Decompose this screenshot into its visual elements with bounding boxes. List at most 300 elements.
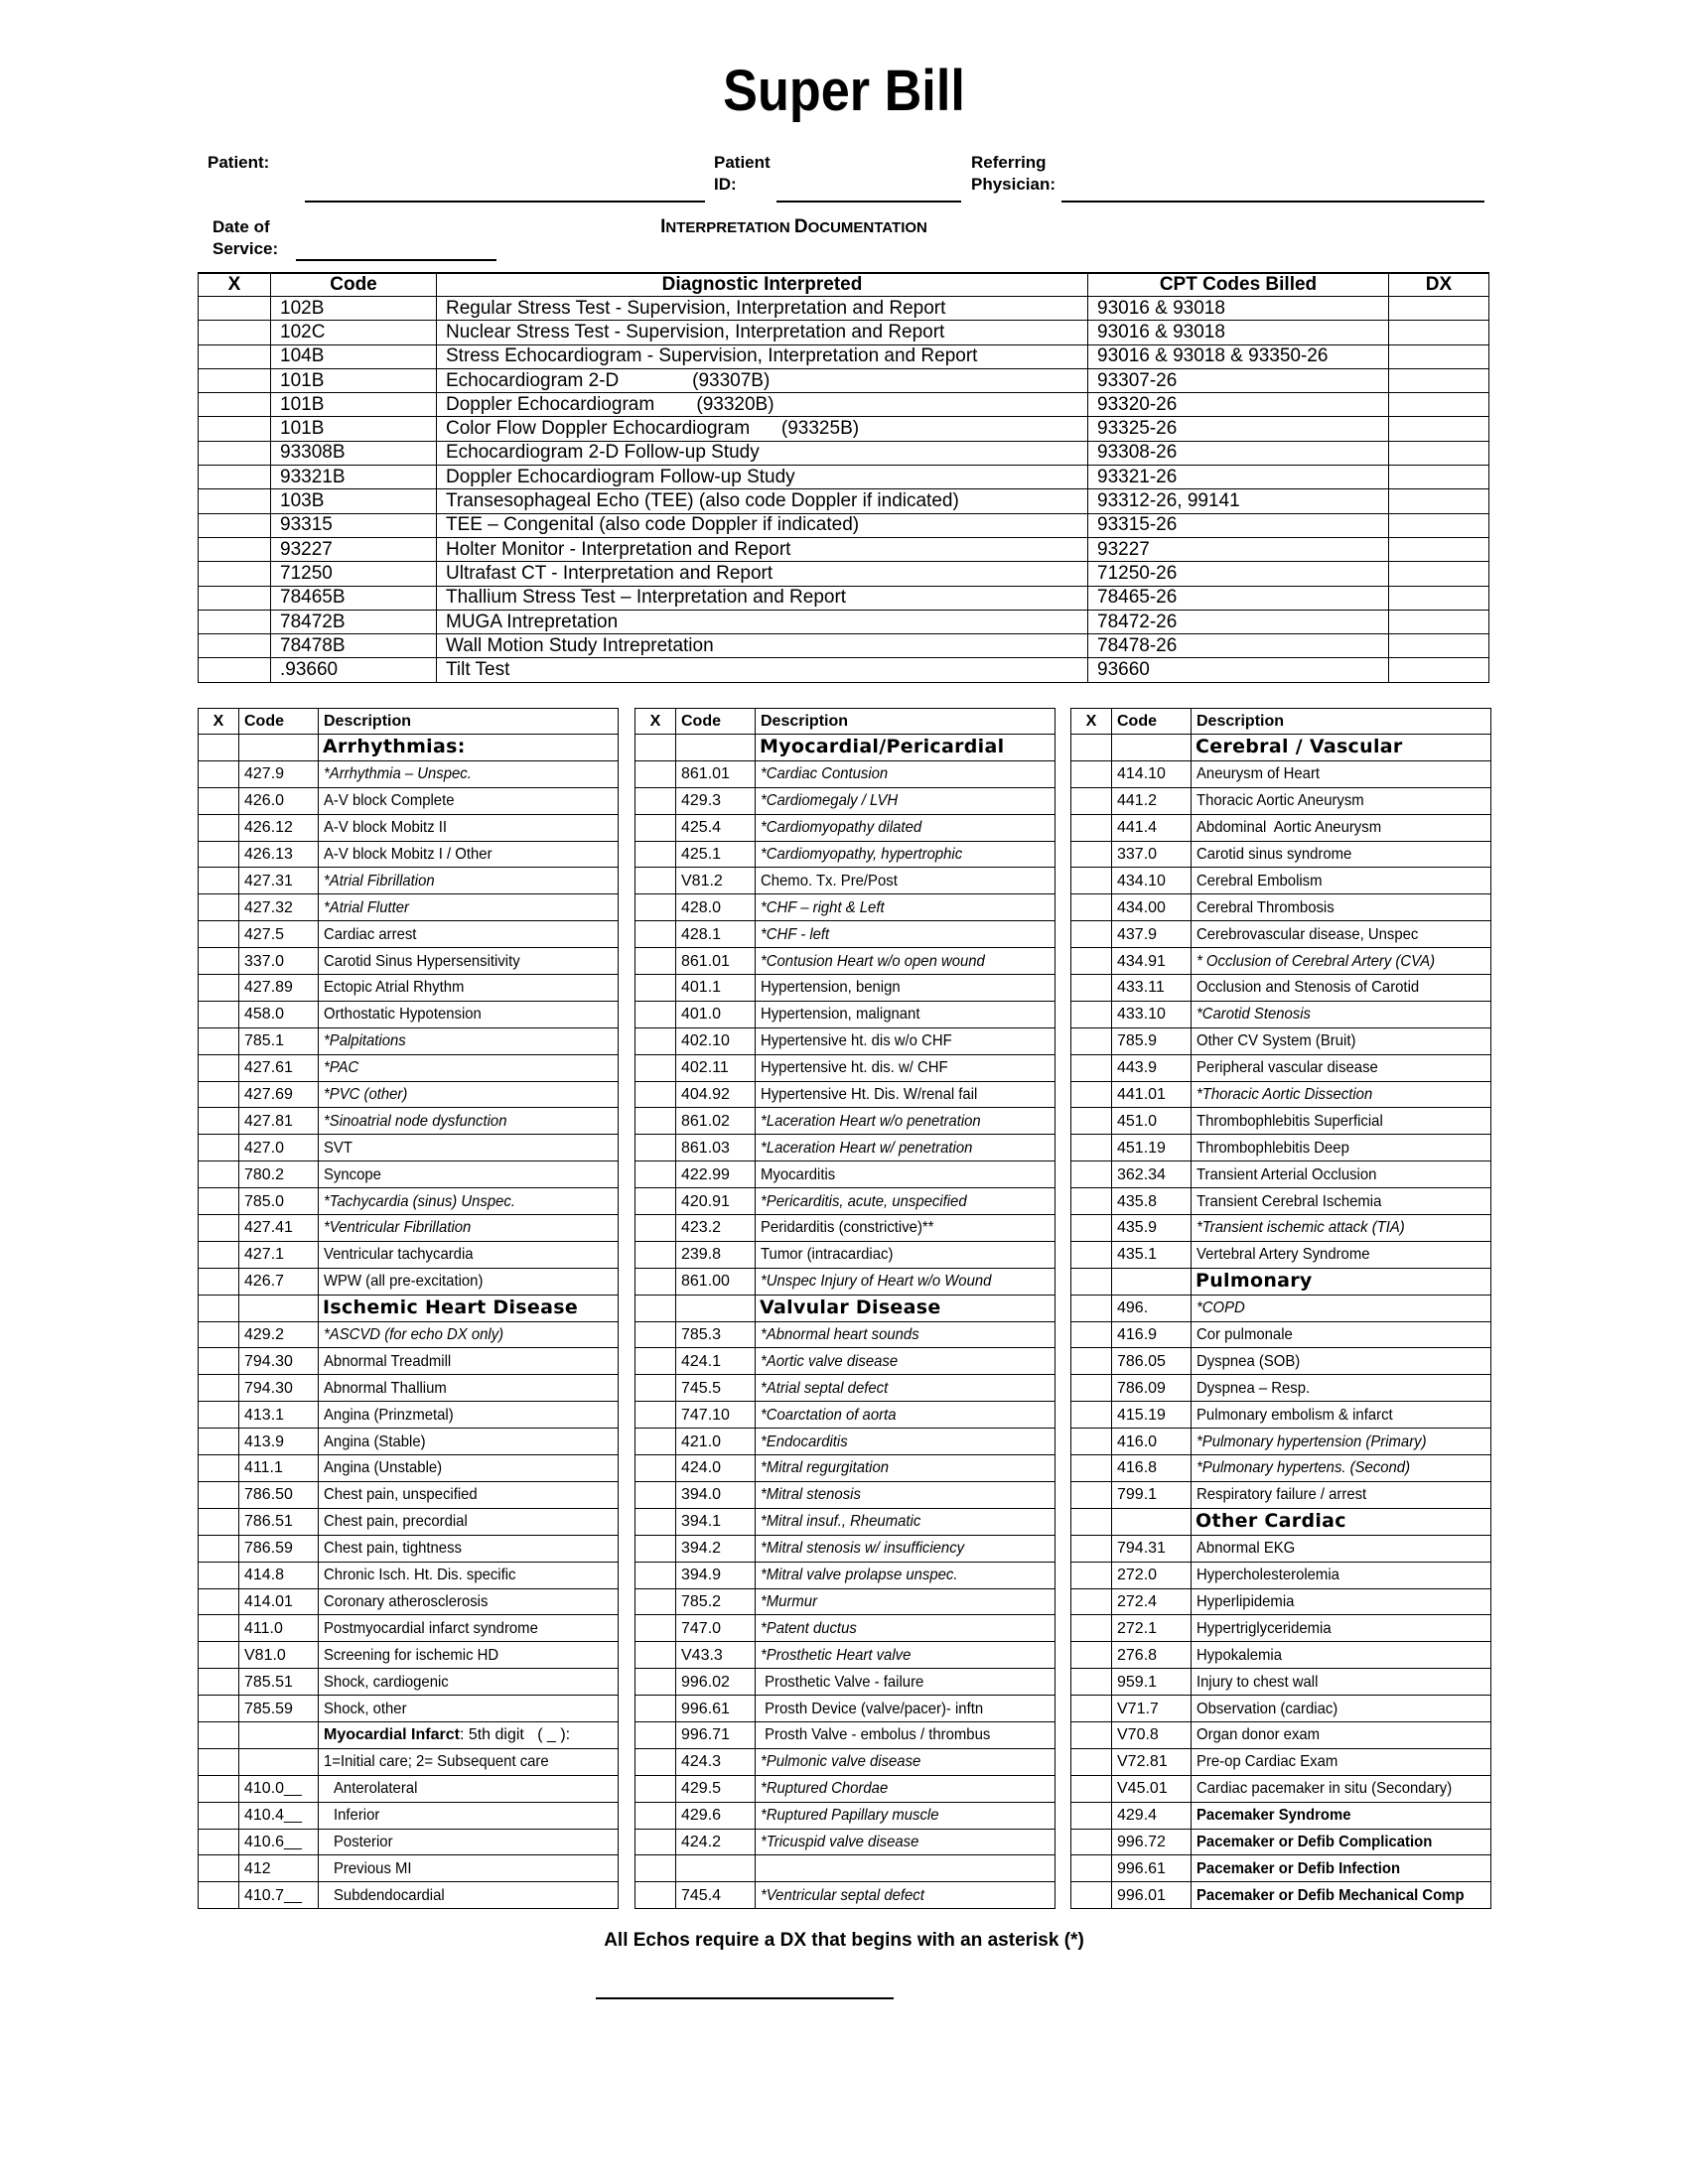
- code-cell: 414.10: [1112, 760, 1192, 787]
- select-cell[interactable]: [635, 1402, 676, 1429]
- select-cell[interactable]: [635, 1215, 676, 1242]
- select-cell[interactable]: [1071, 1027, 1112, 1054]
- select-cell[interactable]: [635, 1241, 676, 1268]
- select-cell[interactable]: [199, 1642, 239, 1669]
- dx-cell[interactable]: [1389, 321, 1489, 344]
- description-cell: [1192, 1348, 1491, 1375]
- description-cell: [319, 1348, 619, 1375]
- description-text: *Pulmonary hypertens. (Second): [1196, 1459, 1411, 1477]
- select-cell[interactable]: [635, 1188, 676, 1215]
- select-cell[interactable]: [635, 1696, 676, 1722]
- select-cell[interactable]: [1071, 975, 1112, 1002]
- table-row: [199, 610, 1489, 633]
- description-cell: [1192, 1855, 1491, 1882]
- select-cell[interactable]: [635, 1081, 676, 1108]
- select-cell[interactable]: [1071, 948, 1112, 975]
- description-text: Tumor (intracardiac): [761, 1246, 894, 1264]
- select-cell[interactable]: [1071, 814, 1112, 841]
- code-cell: 411.1: [239, 1455, 319, 1482]
- description-cell: [1192, 1135, 1491, 1161]
- description-text: *Mitral valve prolapse unspec.: [761, 1567, 958, 1584]
- select-cell[interactable]: [199, 1027, 239, 1054]
- select-cell[interactable]: [199, 513, 271, 537]
- description-cell: [319, 921, 619, 948]
- table-row: [1071, 760, 1491, 787]
- select-cell[interactable]: [1071, 1295, 1112, 1321]
- description-text: *Laceration Heart w/o penetration: [761, 1112, 981, 1130]
- code-cell: 413.9: [239, 1429, 319, 1455]
- description-text: Pacemaker or Defib Complication: [1196, 1833, 1433, 1850]
- select-cell[interactable]: [199, 1375, 239, 1402]
- select-cell[interactable]: [199, 1775, 239, 1802]
- table-row: [199, 814, 619, 841]
- description-cell: [319, 1535, 619, 1562]
- select-cell[interactable]: [199, 1696, 239, 1722]
- select-cell[interactable]: [199, 634, 271, 658]
- description-cell: [319, 841, 619, 868]
- select-cell[interactable]: [199, 586, 271, 610]
- description-text: *PAC: [324, 1059, 359, 1077]
- description-cell: [319, 975, 619, 1002]
- select-cell[interactable]: [199, 1321, 239, 1348]
- select-cell[interactable]: [199, 1508, 239, 1535]
- select-cell[interactable]: [199, 489, 271, 513]
- select-cell[interactable]: [1071, 841, 1112, 868]
- select-cell[interactable]: [635, 1268, 676, 1295]
- select-cell[interactable]: [635, 1615, 676, 1642]
- select-cell[interactable]: [1071, 1669, 1112, 1696]
- description-cell: [756, 1188, 1055, 1215]
- code-cell: 996.61: [676, 1696, 756, 1722]
- cpt-cell: 93315-26: [1088, 513, 1389, 537]
- code-cell: 412: [239, 1855, 319, 1882]
- table-row: [199, 1375, 619, 1402]
- table-row: [1071, 787, 1491, 814]
- description-cell: [1192, 1455, 1491, 1482]
- select-cell[interactable]: [1071, 1081, 1112, 1108]
- description-cell: [756, 1241, 1055, 1268]
- select-cell[interactable]: [199, 368, 271, 392]
- select-cell[interactable]: [199, 1001, 239, 1027]
- date-of-service-field[interactable]: [296, 259, 496, 261]
- description-text: Angina (Stable): [324, 1433, 426, 1450]
- code-cell: 103B: [271, 489, 437, 513]
- table-row: [199, 1161, 619, 1188]
- select-cell[interactable]: [635, 1161, 676, 1188]
- select-cell[interactable]: [635, 760, 676, 787]
- select-cell[interactable]: [1071, 1429, 1112, 1455]
- table-row: [199, 513, 1489, 537]
- select-cell[interactable]: [199, 894, 239, 921]
- table-row: [635, 1054, 1055, 1081]
- patient-id-field[interactable]: [776, 201, 961, 203]
- description-cell: [1192, 1775, 1491, 1802]
- table-row: [199, 1642, 619, 1669]
- select-cell[interactable]: [1071, 1135, 1112, 1161]
- select-cell[interactable]: [635, 1429, 676, 1455]
- code-cell: 786.59: [239, 1535, 319, 1562]
- description-cell: [1192, 787, 1491, 814]
- select-cell[interactable]: [199, 760, 239, 787]
- select-cell[interactable]: [635, 1481, 676, 1508]
- description-cell: Doppler Echocardiogram Follow-up Study: [437, 466, 1088, 489]
- description-cell: [1192, 1108, 1491, 1135]
- select-cell[interactable]: [199, 1562, 239, 1588]
- section-row: [1071, 1268, 1491, 1295]
- select-cell[interactable]: [635, 1054, 676, 1081]
- select-cell[interactable]: [199, 975, 239, 1002]
- dx-cell[interactable]: [1389, 344, 1489, 368]
- select-cell[interactable]: [1071, 1696, 1112, 1722]
- description-text: Posterior: [334, 1833, 393, 1850]
- select-cell[interactable]: [1071, 760, 1112, 787]
- select-cell[interactable]: [635, 1001, 676, 1027]
- dx-cell[interactable]: [1389, 489, 1489, 513]
- select-cell[interactable]: [1071, 1455, 1112, 1482]
- code-column-header: Code: [1112, 709, 1192, 735]
- select-cell[interactable]: [199, 1669, 239, 1696]
- select-cell[interactable]: [199, 1455, 239, 1482]
- dx-cell[interactable]: [1389, 417, 1489, 441]
- select-cell[interactable]: [635, 894, 676, 921]
- table-row: [199, 1775, 619, 1802]
- description-cell: [1192, 1215, 1491, 1242]
- select-cell[interactable]: [1071, 787, 1112, 814]
- select-cell[interactable]: [199, 1268, 239, 1295]
- description-cell: [756, 1721, 1055, 1748]
- code-cell: 785.2: [676, 1588, 756, 1615]
- description-text: Vertebral Artery Syndrome: [1196, 1246, 1370, 1264]
- description-cell: MUGA Intrepretation: [437, 610, 1088, 633]
- select-cell[interactable]: [635, 1829, 676, 1855]
- description-text: Other CV System (Bruit): [1196, 1032, 1356, 1050]
- dx-cell[interactable]: [1389, 393, 1489, 417]
- select-cell[interactable]: [1071, 1321, 1112, 1348]
- select-cell[interactable]: [635, 1562, 676, 1588]
- code-cell: 427.5: [239, 921, 319, 948]
- table-row: [199, 1054, 619, 1081]
- table-row: [635, 948, 1055, 975]
- code-cell: 747.10: [676, 1402, 756, 1429]
- table-row: [1071, 1696, 1491, 1722]
- select-cell[interactable]: [635, 1748, 676, 1775]
- table-row: [199, 1855, 619, 1882]
- select-cell[interactable]: [1071, 1775, 1112, 1802]
- select-cell[interactable]: [635, 1535, 676, 1562]
- dx-cell[interactable]: [1389, 513, 1489, 537]
- description-text: Pacemaker Syndrome: [1196, 1807, 1351, 1825]
- code-cell: 427.9: [239, 760, 319, 787]
- code-cell: 423.2: [676, 1215, 756, 1242]
- table-row: [1071, 975, 1491, 1002]
- table-row: [199, 1721, 619, 1748]
- select-cell[interactable]: [199, 1588, 239, 1615]
- description-cell: [1192, 1642, 1491, 1669]
- code-cell: 276.8: [1112, 1642, 1192, 1669]
- description-text: *Contusion Heart w/o open wound: [761, 952, 985, 970]
- description-text: Cardiac arrest: [324, 925, 417, 943]
- code-cell: 745.4: [676, 1882, 756, 1909]
- signature-line[interactable]: [596, 1997, 894, 1999]
- select-cell[interactable]: [199, 1215, 239, 1242]
- section-row: [199, 1295, 619, 1321]
- select-cell[interactable]: [635, 814, 676, 841]
- section-row: [199, 735, 619, 761]
- select-cell[interactable]: [199, 1295, 239, 1321]
- description-text: A-V block Mobitz II: [324, 819, 448, 837]
- select-cell[interactable]: [1071, 1001, 1112, 1027]
- select-cell[interactable]: [199, 1108, 239, 1135]
- cpt-cell: 78472-26: [1088, 610, 1389, 633]
- referring-physician-field[interactable]: [1061, 201, 1484, 203]
- select-cell[interactable]: [635, 1455, 676, 1482]
- select-cell[interactable]: [1071, 1348, 1112, 1375]
- select-cell[interactable]: [199, 658, 271, 682]
- select-cell[interactable]: [1071, 1188, 1112, 1215]
- description-column-header: Description: [1192, 709, 1491, 735]
- select-cell[interactable]: [199, 537, 271, 561]
- select-cell[interactable]: [1071, 1241, 1112, 1268]
- select-cell[interactable]: [1071, 868, 1112, 894]
- select-cell[interactable]: [199, 393, 271, 417]
- select-cell[interactable]: [635, 1108, 676, 1135]
- dx-cell[interactable]: [1389, 658, 1489, 682]
- select-cell[interactable]: [635, 1348, 676, 1375]
- select-cell[interactable]: [199, 1081, 239, 1108]
- select-cell[interactable]: [635, 1375, 676, 1402]
- code-cell: 496.: [1112, 1295, 1192, 1321]
- code-cell: 413.1: [239, 1402, 319, 1429]
- cpt-cell: 93325-26: [1088, 417, 1389, 441]
- select-cell[interactable]: [199, 948, 239, 975]
- select-cell[interactable]: [635, 787, 676, 814]
- select-cell[interactable]: [199, 417, 271, 441]
- table-row: [199, 1562, 619, 1588]
- patient-field[interactable]: [305, 201, 705, 203]
- code-cell: 410.6__: [239, 1829, 319, 1855]
- description-text: Abnormal Treadmill: [324, 1352, 452, 1370]
- dx-cell[interactable]: [1389, 586, 1489, 610]
- select-cell[interactable]: [199, 1241, 239, 1268]
- select-cell[interactable]: [199, 1882, 239, 1909]
- description-cell: [756, 1081, 1055, 1108]
- description-cell: [756, 1588, 1055, 1615]
- select-column-header: X: [199, 709, 239, 735]
- table-row: [635, 1027, 1055, 1054]
- select-cell[interactable]: [635, 1669, 676, 1696]
- select-cell[interactable]: [199, 921, 239, 948]
- table-row: [199, 1535, 619, 1562]
- description-cell: [1192, 1188, 1491, 1215]
- description-cell: [319, 1001, 619, 1027]
- description-text: Hypertension, malignant: [761, 1006, 920, 1024]
- select-cell[interactable]: [1071, 1215, 1112, 1242]
- select-cell[interactable]: [199, 1829, 239, 1855]
- select-cell[interactable]: [199, 297, 271, 321]
- select-cell[interactable]: [635, 975, 676, 1002]
- description-cell: [756, 760, 1055, 787]
- select-cell[interactable]: [1071, 1882, 1112, 1909]
- select-cell[interactable]: [635, 948, 676, 975]
- select-cell[interactable]: [635, 868, 676, 894]
- select-cell[interactable]: [199, 1188, 239, 1215]
- select-cell[interactable]: [199, 1721, 239, 1748]
- table-row: [1071, 814, 1491, 841]
- select-cell[interactable]: [635, 735, 676, 761]
- description-cell: [1192, 1535, 1491, 1562]
- description-cell: [1192, 841, 1491, 868]
- select-cell[interactable]: [199, 562, 271, 586]
- select-cell[interactable]: [199, 1348, 239, 1375]
- select-cell[interactable]: [635, 1642, 676, 1669]
- code-cell: 404.92: [676, 1081, 756, 1108]
- select-cell[interactable]: [199, 1615, 239, 1642]
- select-cell[interactable]: [635, 1135, 676, 1161]
- table-row: [1071, 1455, 1491, 1482]
- select-cell[interactable]: [1071, 921, 1112, 948]
- select-cell[interactable]: [199, 1748, 239, 1775]
- select-cell[interactable]: [635, 921, 676, 948]
- description-cell: [756, 1429, 1055, 1455]
- description-text: Injury to chest wall: [1196, 1673, 1319, 1691]
- select-cell[interactable]: [199, 466, 271, 489]
- select-cell[interactable]: [1071, 1108, 1112, 1135]
- select-cell[interactable]: [199, 1855, 239, 1882]
- description-text: Abnormal Thallium: [324, 1379, 447, 1397]
- select-cell[interactable]: [199, 441, 271, 465]
- select-cell[interactable]: [635, 1775, 676, 1802]
- section-heading: Cerebral / Vascular: [1192, 735, 1491, 761]
- description-cell: [1192, 1562, 1491, 1588]
- description-text: *CHF - left: [761, 925, 830, 943]
- select-cell[interactable]: [199, 610, 271, 633]
- code-cell: 272.0: [1112, 1562, 1192, 1588]
- select-cell[interactable]: [199, 1535, 239, 1562]
- dx-cell[interactable]: [1389, 368, 1489, 392]
- select-cell[interactable]: [1071, 735, 1112, 761]
- dx-column-header: DX: [1389, 273, 1489, 297]
- select-cell[interactable]: [199, 1161, 239, 1188]
- select-cell[interactable]: [635, 1588, 676, 1615]
- select-cell[interactable]: [1071, 1829, 1112, 1855]
- select-cell[interactable]: [1071, 1268, 1112, 1295]
- select-cell[interactable]: [199, 1054, 239, 1081]
- select-cell[interactable]: [635, 1802, 676, 1829]
- description-text: *Pericarditis, acute, unspecified: [761, 1192, 967, 1210]
- table-row: [199, 586, 1489, 610]
- select-cell[interactable]: [199, 344, 271, 368]
- code-cell: [239, 1748, 319, 1775]
- select-cell[interactable]: [199, 1481, 239, 1508]
- select-cell[interactable]: [1071, 1481, 1112, 1508]
- code-cell: 411.0: [239, 1615, 319, 1642]
- code-cell: 996.71: [676, 1721, 756, 1748]
- description-cell: [756, 1802, 1055, 1829]
- select-cell[interactable]: [635, 1882, 676, 1909]
- select-cell[interactable]: [1071, 1562, 1112, 1588]
- description-cell: [1192, 894, 1491, 921]
- code-cell: 416.8: [1112, 1455, 1192, 1482]
- select-cell[interactable]: [635, 1295, 676, 1321]
- code-cell: 78478B: [271, 634, 437, 658]
- dx-cell[interactable]: [1389, 562, 1489, 586]
- description-text: *Cardiomegaly / LVH: [761, 792, 899, 810]
- code-cell: 437.9: [1112, 921, 1192, 948]
- table-row: [635, 1696, 1055, 1722]
- table-row: [635, 1135, 1055, 1161]
- select-cell[interactable]: [199, 868, 239, 894]
- select-cell[interactable]: [1071, 1161, 1112, 1188]
- select-cell[interactable]: [1071, 1054, 1112, 1081]
- select-cell[interactable]: [1071, 1508, 1112, 1535]
- description-cell: [1192, 921, 1491, 948]
- select-cell[interactable]: [1071, 1642, 1112, 1669]
- select-cell[interactable]: [1071, 1402, 1112, 1429]
- code-cell: 410.0__: [239, 1775, 319, 1802]
- code-cell: 272.1: [1112, 1615, 1192, 1642]
- dx-cell[interactable]: [1389, 466, 1489, 489]
- code-cell: 959.1: [1112, 1669, 1192, 1696]
- select-cell[interactable]: [1071, 1535, 1112, 1562]
- select-cell[interactable]: [199, 735, 239, 761]
- table-row: [635, 1348, 1055, 1375]
- description-cell: [756, 1375, 1055, 1402]
- page-title: Super Bill: [723, 59, 965, 123]
- dx-cell[interactable]: [1389, 634, 1489, 658]
- select-cell[interactable]: [199, 814, 239, 841]
- dx-cell[interactable]: [1389, 441, 1489, 465]
- code-cell: 426.13: [239, 841, 319, 868]
- select-cell[interactable]: [1071, 1615, 1112, 1642]
- select-cell[interactable]: [199, 321, 271, 344]
- select-cell[interactable]: [1071, 894, 1112, 921]
- select-cell[interactable]: [1071, 1802, 1112, 1829]
- code-cell: 93308B: [271, 441, 437, 465]
- select-cell[interactable]: [199, 1135, 239, 1161]
- code-cell: 435.1: [1112, 1241, 1192, 1268]
- select-cell[interactable]: [1071, 1588, 1112, 1615]
- select-cell[interactable]: [635, 841, 676, 868]
- description-text: Transient Arterial Occlusion: [1196, 1165, 1377, 1183]
- select-cell[interactable]: [635, 1855, 676, 1882]
- select-cell[interactable]: [1071, 1375, 1112, 1402]
- table-row: [1071, 1588, 1491, 1615]
- select-cell[interactable]: [199, 1429, 239, 1455]
- dx-cell[interactable]: [1389, 537, 1489, 561]
- code-cell: 434.10: [1112, 868, 1192, 894]
- dx-cell[interactable]: [1389, 610, 1489, 633]
- select-cell[interactable]: [635, 1721, 676, 1748]
- select-cell[interactable]: [635, 1321, 676, 1348]
- select-cell[interactable]: [1071, 1748, 1112, 1775]
- code-cell: V71.7: [1112, 1696, 1192, 1722]
- select-cell[interactable]: [199, 1802, 239, 1829]
- select-cell[interactable]: [635, 1027, 676, 1054]
- select-cell[interactable]: [1071, 1855, 1112, 1882]
- description-text: Carotid sinus syndrome: [1196, 846, 1352, 863]
- description-text: *Sinoatrial node dysfunction: [324, 1112, 507, 1130]
- select-cell[interactable]: [1071, 1721, 1112, 1748]
- select-cell[interactable]: [199, 1402, 239, 1429]
- select-cell[interactable]: [199, 841, 239, 868]
- description-cell: [319, 1669, 619, 1696]
- description-text: Thoracic Aortic Aneurysm: [1196, 792, 1364, 810]
- description-text: Peripheral vascular disease: [1196, 1059, 1378, 1077]
- select-cell[interactable]: [199, 787, 239, 814]
- select-cell[interactable]: [635, 1508, 676, 1535]
- dx-cell[interactable]: [1389, 297, 1489, 321]
- description-text: Previous MI: [334, 1859, 412, 1877]
